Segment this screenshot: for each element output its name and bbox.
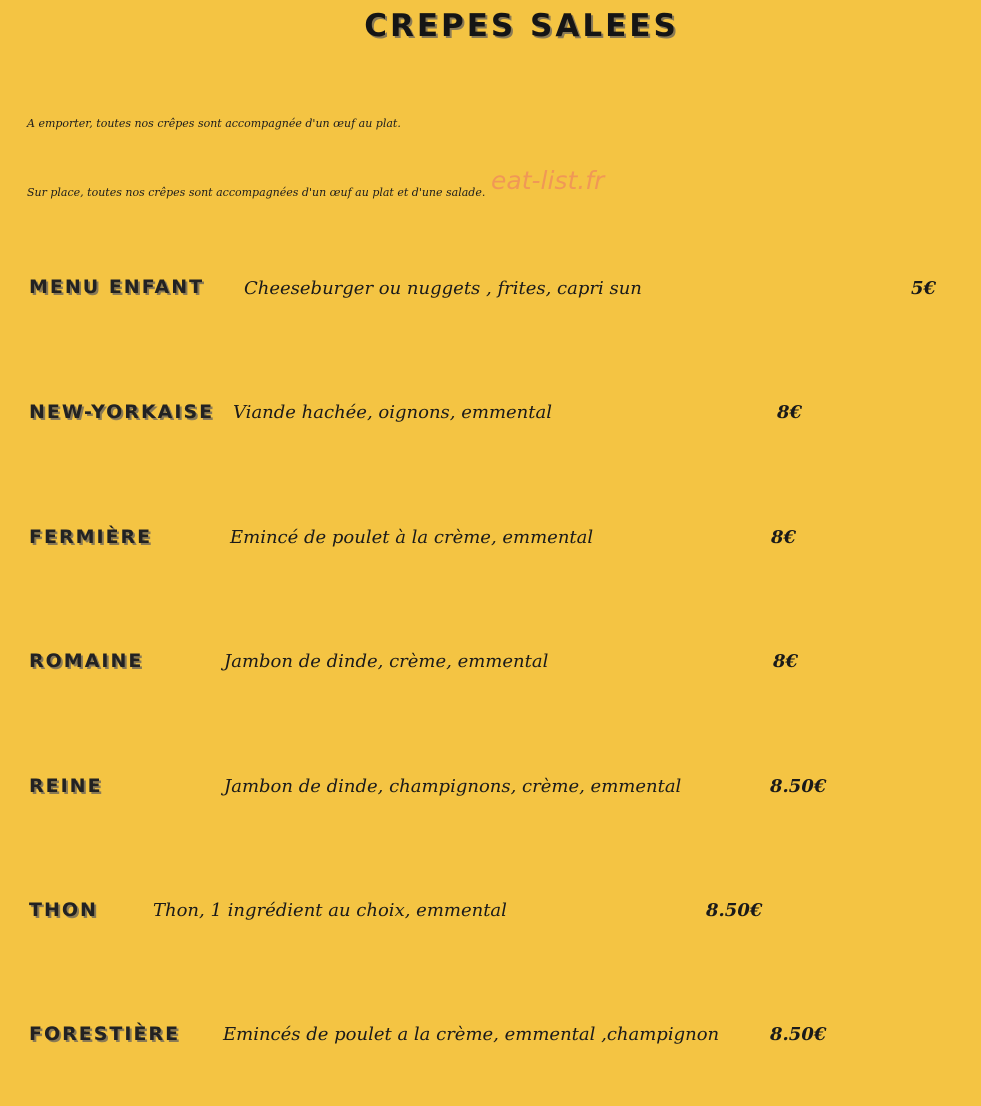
menu-item-name: FERMIÈRE	[29, 526, 153, 548]
menu-item-price: 8€	[777, 402, 803, 423]
menu-item-description: Jambon de dinde, crème, emmental	[224, 651, 549, 672]
menu-item-price: 8€	[773, 651, 799, 672]
menu-item-description: Viande hachée, oignons, emmental	[233, 402, 552, 423]
page-title: CREPES SALEES	[364, 8, 679, 44]
menu-item-name: REINE	[29, 775, 103, 797]
menu-item-price: 8.50€	[706, 900, 763, 921]
menu-item-description: Thon, 1 ingrédient au choix, emmental	[153, 900, 507, 921]
menu-item-description: Cheeseburger ou nuggets , frites, capri sun	[244, 278, 642, 299]
menu-item-name: ROMAINE	[29, 650, 144, 672]
takeaway-note: A emporter, toutes nos crêpes sont accompagnée d'un œuf au plat.	[27, 117, 401, 130]
menu-item-price: 8.50€	[770, 776, 827, 797]
menu-item-name: THON	[29, 899, 98, 921]
menu-item-description: Emincé de poulet à la crème, emmental	[230, 527, 594, 548]
watermark: eat-list.fr	[491, 166, 605, 195]
menu-item-description: Emincés de poulet a la crème, emmental ,champignon	[223, 1024, 720, 1045]
menu-item-price: 5€	[911, 278, 937, 299]
menu-item-name: FORESTIÈRE	[29, 1023, 181, 1045]
menu-item-name: MENU ENFANT	[29, 276, 205, 298]
menu-item-price: 8€	[771, 527, 797, 548]
dine-in-note: Sur place, toutes nos crêpes sont accompagnées d'un œuf au plat et d'une salade.	[27, 186, 486, 199]
menu-item-description: Jambon de dinde, champignons, crème, emmental	[224, 776, 682, 797]
menu-item-name: NEW-YORKAISE	[29, 401, 215, 423]
menu-item-price: 8.50€	[770, 1024, 827, 1045]
